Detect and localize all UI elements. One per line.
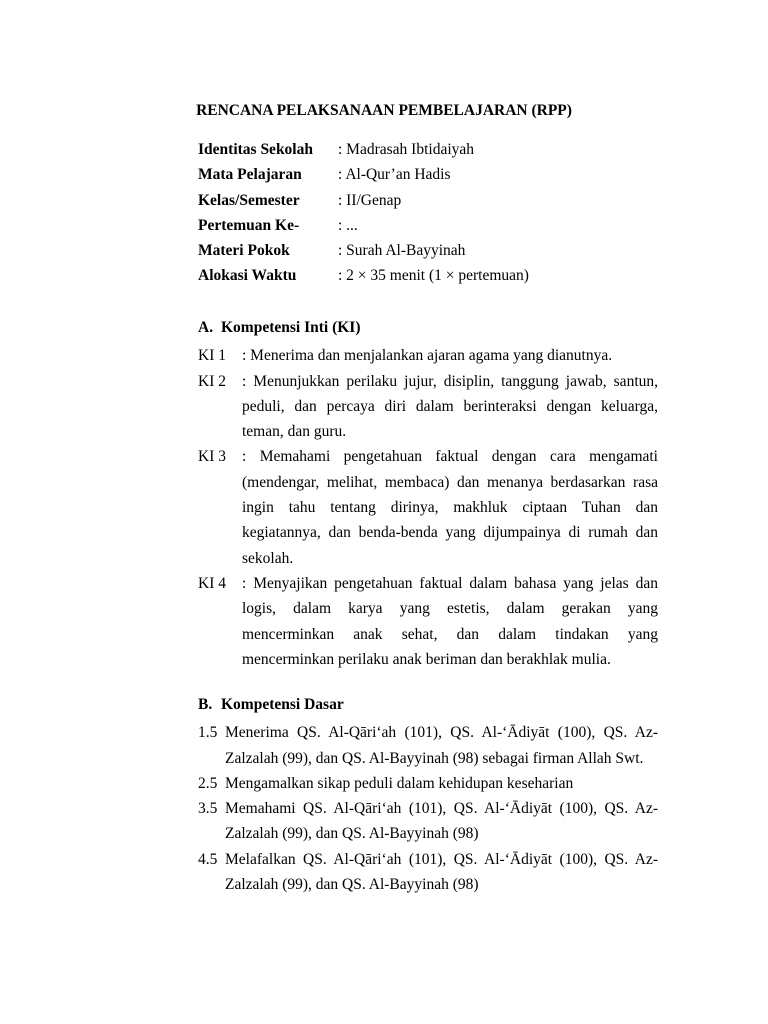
section-letter: A. bbox=[198, 319, 214, 336]
kd-text: Menerima QS. Al-Qāri‘ah (101), QS. Al-‘Ādiyāt (100), QS. Az-Zalzalah (99), dan QS. Al-Bayyinah (98) sebagai firman Allah Swt. bbox=[225, 724, 658, 767]
section-title-text: Kompetensi Dasar bbox=[221, 696, 344, 713]
ki-item bbox=[198, 343, 658, 368]
identity-row-meeting bbox=[198, 216, 668, 241]
identity-label: Mata Pelajaran bbox=[198, 166, 302, 184]
identity-label: Pertemuan Ke- bbox=[198, 216, 300, 234]
kd-item bbox=[198, 847, 658, 898]
ki-text: : Memahami pengetahuan faktual dengan cara mengamati (mendengar, melihat, membaca) dan menanya berdasarkan rasa ingin tahu tentang dirinya, makhluk ciptaan Tuhan dan kegiatannya, dan benda-benda yang dijumpainya di rumah dan sekolah. bbox=[242, 448, 658, 567]
identity-value: : 2 × 35 menit (1 × pertemuan) bbox=[338, 267, 529, 285]
ki-item bbox=[198, 444, 658, 570]
identity-row-subject bbox=[198, 165, 668, 190]
ki-text: : Menyajikan pengetahuan faktual dalam bahasa yang jelas dan logis, dalam karya yang estetis, dalam gerakan yang mencerminkan anak sehat, dan dalam tindakan yang mencerminkan perilaku anak beriman dan berakhlak mulia. bbox=[242, 574, 658, 668]
identity-row-class bbox=[198, 191, 668, 216]
kd-item bbox=[198, 796, 658, 847]
ki-label: KI 1 bbox=[198, 347, 226, 365]
identity-value: : II/Genap bbox=[338, 191, 402, 209]
identity-label: Identitas Sekolah bbox=[198, 141, 313, 158]
ki-label: KI 4 bbox=[198, 574, 226, 592]
kd-label: 1.5 bbox=[198, 724, 218, 742]
ki-item bbox=[198, 571, 658, 672]
identity-value: : Surah Al-Bayyinah bbox=[338, 242, 466, 260]
kd-label: 3.5 bbox=[198, 800, 218, 818]
ki-label: KI 3 bbox=[198, 448, 226, 466]
kd-text: Mengamalkan sikap peduli dalam kehidupan keseharian bbox=[225, 774, 574, 792]
kd-label: 4.5 bbox=[198, 850, 218, 868]
ki-item bbox=[198, 369, 658, 445]
kd-text: Memahami QS. Al-Qāri‘ah (101), QS. Al-‘Ādiyāt (100), QS. Az-Zalzalah (99), dan QS. Al-Bayyinah (98) bbox=[225, 800, 658, 843]
kd-item bbox=[198, 771, 658, 796]
identity-table bbox=[198, 140, 668, 292]
identity-row-school bbox=[198, 140, 668, 165]
identity-value: : Al-Qur’an Hadis bbox=[338, 166, 451, 184]
identity-label: Materi Pokok bbox=[198, 242, 290, 260]
kd-label: 2.5 bbox=[198, 774, 218, 792]
identity-row-time bbox=[198, 266, 668, 291]
identity-value: : ... bbox=[338, 216, 358, 234]
section-heading bbox=[198, 318, 658, 343]
identity-label: Alokasi Waktu bbox=[198, 267, 297, 285]
kd-text: Melafalkan QS. Al-Qāri‘ah (101), QS. Al-‘Ādiyāt (100), QS. Az-Zalzalah (99), dan QS. Al-Bayyinah (98) bbox=[225, 850, 658, 894]
kd-item bbox=[198, 720, 658, 771]
section-core-competence bbox=[198, 318, 658, 672]
ki-label: KI 2 bbox=[198, 372, 226, 390]
section-basic-competence bbox=[198, 695, 658, 897]
identity-label: Kelas/Semester bbox=[198, 191, 300, 209]
section-heading bbox=[198, 695, 658, 720]
ki-text: : Menunjukkan perilaku jujur, disiplin, tanggung jawab, santun, peduli, dan percaya diri dalam berinteraksi dengan keluarga, teman, dan guru. bbox=[242, 372, 658, 441]
identity-row-topic bbox=[198, 241, 668, 266]
document-title: RENCANA PELAKSANAAN PEMBELAJARAN (RPP) bbox=[196, 102, 572, 119]
ki-text: : Menerima dan menjalankan ajaran agama yang dianutnya. bbox=[242, 347, 613, 365]
identity-value: : Madrasah Ibtidaiyah bbox=[338, 141, 475, 158]
section-title-text: Kompetensi Inti (KI) bbox=[221, 319, 361, 336]
section-letter: B. bbox=[198, 696, 213, 713]
